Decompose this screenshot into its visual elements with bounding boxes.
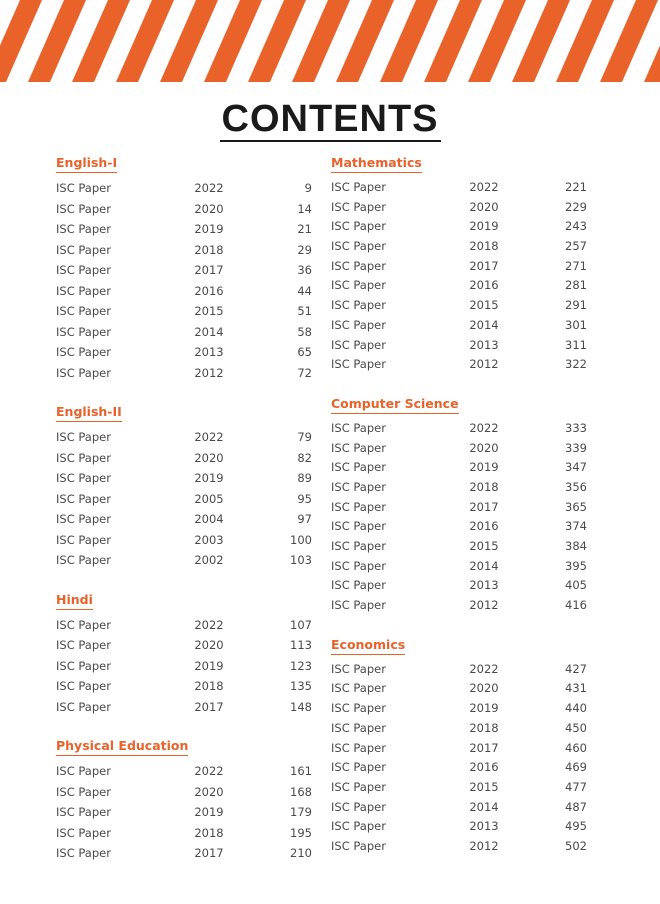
contents-row[interactable] xyxy=(56,782,312,803)
page-number: 221 xyxy=(565,180,587,194)
paper-label: ISC Paper xyxy=(56,699,111,714)
paper-label: ISC Paper xyxy=(331,558,386,573)
paper-year: 2019 xyxy=(194,805,224,819)
paper-label: ISC Paper xyxy=(331,298,386,313)
paper-label: ISC Paper xyxy=(56,617,111,632)
contents-row[interactable] xyxy=(331,739,587,759)
paper-label: ISC Paper xyxy=(331,661,386,676)
paper-label: ISC Paper xyxy=(331,598,386,613)
paper-label: ISC Paper xyxy=(331,317,386,332)
paper-label: ISC Paper xyxy=(331,479,386,494)
paper-label: ISC Paper xyxy=(56,201,111,216)
contents-row[interactable] xyxy=(331,178,587,198)
page-number: 243 xyxy=(565,219,587,234)
contents-row[interactable] xyxy=(56,530,312,551)
paper-year: 2018 xyxy=(469,720,499,735)
paper-label: ISC Paper xyxy=(331,357,386,372)
paper-label: ISC Paper xyxy=(56,263,111,277)
page-number: 257 xyxy=(565,239,587,254)
paper-label: ISC Paper xyxy=(56,679,111,693)
paper-year: 2005 xyxy=(194,491,224,506)
paper-label: ISC Paper xyxy=(56,450,111,465)
paper-label: ISC Paper xyxy=(56,304,111,318)
paper-year: 2019 xyxy=(469,701,499,716)
page-number: 356 xyxy=(565,479,587,494)
section-heading: English-II xyxy=(56,405,122,422)
paper-label: ISC Paper xyxy=(56,283,111,298)
contents-row[interactable] xyxy=(331,837,587,857)
page-number: 431 xyxy=(565,681,587,696)
paper-label: ISC Paper xyxy=(331,460,386,475)
section-heading: Physical Education xyxy=(56,739,188,756)
page-number: 29 xyxy=(297,242,312,257)
contents-row[interactable] xyxy=(56,802,312,823)
page-number: 384 xyxy=(565,539,587,553)
paper-label: ISC Paper xyxy=(331,720,386,735)
page-number: 113 xyxy=(290,638,312,652)
page-number: 440 xyxy=(565,701,587,716)
paper-year: 2019 xyxy=(194,658,224,673)
paper-year: 2022 xyxy=(469,420,499,435)
paper-year: 2013 xyxy=(469,819,499,834)
right-column xyxy=(331,152,587,857)
contents-row[interactable] xyxy=(56,322,312,343)
page-number: 322 xyxy=(565,357,587,372)
section-heading: Hindi xyxy=(56,593,93,610)
contents-row[interactable] xyxy=(56,301,312,322)
contents-row[interactable] xyxy=(331,257,587,277)
section-heading: Computer Science xyxy=(331,397,459,414)
diagonal-stripes-decoration xyxy=(0,0,660,82)
paper-label: ISC Paper xyxy=(56,324,111,339)
paper-year: 2017 xyxy=(194,263,224,277)
paper-year: 2022 xyxy=(194,617,224,632)
paper-label: ISC Paper xyxy=(331,799,386,814)
paper-label: ISC Paper xyxy=(331,499,386,514)
section-hindi xyxy=(56,589,312,718)
page-number: 339 xyxy=(565,440,587,455)
paper-label: ISC Paper xyxy=(331,819,386,834)
paper-label: ISC Paper xyxy=(56,471,111,485)
paper-year: 2022 xyxy=(194,430,224,444)
contents-row[interactable] xyxy=(56,342,312,363)
paper-year: 2003 xyxy=(194,532,224,547)
contents-row[interactable] xyxy=(56,656,312,677)
page-number: 36 xyxy=(297,263,312,277)
page-number: 333 xyxy=(565,420,587,435)
paper-label: ISC Paper xyxy=(56,658,111,673)
paper-label: ISC Paper xyxy=(331,701,386,716)
paper-label: ISC Paper xyxy=(331,219,386,234)
page-number: 487 xyxy=(565,799,587,814)
paper-year: 2020 xyxy=(194,784,224,799)
page-number: 450 xyxy=(565,720,587,735)
page-number: 427 xyxy=(565,661,587,676)
page-number: 148 xyxy=(290,699,312,714)
paper-year: 2016 xyxy=(469,760,499,775)
page-number: 502 xyxy=(565,838,587,853)
page-number: 97 xyxy=(297,512,312,526)
page-number: 58 xyxy=(297,324,312,339)
page-number: 395 xyxy=(565,558,587,573)
section-heading: Mathematics xyxy=(331,156,422,173)
contents-row[interactable] xyxy=(56,697,312,718)
paper-year: 2020 xyxy=(194,201,224,216)
page-number: 44 xyxy=(297,283,312,298)
contents-row[interactable] xyxy=(331,458,587,478)
contents-row[interactable] xyxy=(331,660,587,680)
contents-row[interactable] xyxy=(56,489,312,510)
paper-year: 2012 xyxy=(469,357,499,372)
title-wrap xyxy=(0,98,660,142)
contents-row[interactable] xyxy=(331,517,587,537)
paper-year: 2014 xyxy=(469,317,499,332)
page-number: 229 xyxy=(565,199,587,214)
paper-year: 2015 xyxy=(194,304,224,318)
contents-row[interactable] xyxy=(331,296,587,316)
page-number: 495 xyxy=(565,819,587,834)
paper-label: ISC Paper xyxy=(331,681,386,696)
page-number: 374 xyxy=(565,519,587,534)
contents-row[interactable] xyxy=(331,596,587,616)
paper-year: 2018 xyxy=(469,479,499,494)
paper-year: 2016 xyxy=(194,283,224,298)
paper-label: ISC Paper xyxy=(56,345,111,359)
paper-year: 2020 xyxy=(194,638,224,652)
page-number: 301 xyxy=(565,317,587,332)
page-number: 477 xyxy=(565,779,587,794)
page-number: 21 xyxy=(297,222,312,236)
page-number: 416 xyxy=(565,598,587,613)
paper-label: ISC Paper xyxy=(331,519,386,534)
page-number: 210 xyxy=(290,846,312,860)
paper-label: ISC Paper xyxy=(56,638,111,652)
paper-year: 2015 xyxy=(469,298,499,313)
page-number: 72 xyxy=(297,365,312,380)
section-economics xyxy=(331,634,587,857)
contents-row[interactable] xyxy=(331,419,587,439)
page-number: 14 xyxy=(297,201,312,216)
page-number: 79 xyxy=(297,430,312,444)
page-number: 179 xyxy=(290,805,312,819)
paper-year: 2012 xyxy=(469,838,499,853)
page-number: 168 xyxy=(290,784,312,799)
contents-row[interactable] xyxy=(331,198,587,218)
paper-label: ISC Paper xyxy=(331,180,386,194)
contents-row[interactable] xyxy=(56,363,312,384)
paper-label: ISC Paper xyxy=(331,578,386,593)
paper-label: ISC Paper xyxy=(331,239,386,254)
paper-year: 2018 xyxy=(469,239,499,254)
paper-year: 2019 xyxy=(469,460,499,475)
page-number: 82 xyxy=(297,450,312,465)
paper-year: 2014 xyxy=(469,799,499,814)
page-number: 135 xyxy=(290,679,312,693)
page-title: CONTENTS xyxy=(221,98,439,140)
page-number: 195 xyxy=(290,825,312,840)
paper-label: ISC Paper xyxy=(56,512,111,526)
section-heading: Economics xyxy=(331,638,405,655)
contents-row[interactable] xyxy=(331,758,587,778)
paper-year: 2004 xyxy=(194,512,224,526)
section-mathematics xyxy=(331,152,587,375)
contents-row[interactable] xyxy=(331,336,587,356)
paper-label: ISC Paper xyxy=(56,181,111,195)
paper-label: ISC Paper xyxy=(56,365,111,380)
paper-year: 2020 xyxy=(469,440,499,455)
paper-label: ISC Paper xyxy=(56,784,111,799)
section-heading: English-I xyxy=(56,156,117,173)
paper-label: ISC Paper xyxy=(56,222,111,236)
contents-row[interactable] xyxy=(331,498,587,518)
contents-row[interactable] xyxy=(331,355,587,375)
contents-row[interactable] xyxy=(331,217,587,237)
paper-label: ISC Paper xyxy=(331,440,386,455)
contents-row[interactable] xyxy=(56,219,312,240)
paper-year: 2014 xyxy=(194,324,224,339)
paper-year: 2015 xyxy=(469,779,499,794)
paper-label: ISC Paper xyxy=(56,825,111,840)
contents-row[interactable] xyxy=(331,557,587,577)
paper-year: 2012 xyxy=(469,598,499,613)
paper-label: ISC Paper xyxy=(331,539,386,553)
contents-row[interactable] xyxy=(331,699,587,719)
contents-row[interactable] xyxy=(56,550,312,571)
contents-row[interactable] xyxy=(56,615,312,636)
paper-label: ISC Paper xyxy=(56,242,111,257)
striped-banner xyxy=(0,0,660,82)
paper-year: 2017 xyxy=(469,499,499,514)
page-number: 347 xyxy=(565,460,587,475)
paper-year: 2002 xyxy=(194,553,224,567)
page-number: 107 xyxy=(290,617,312,632)
paper-year: 2018 xyxy=(194,825,224,840)
left-column xyxy=(56,152,312,864)
page-number: 460 xyxy=(565,740,587,755)
page-number: 271 xyxy=(565,258,587,273)
contents-row[interactable] xyxy=(56,199,312,220)
paper-label: ISC Paper xyxy=(331,740,386,755)
paper-year: 2022 xyxy=(469,661,499,676)
paper-label: ISC Paper xyxy=(56,846,111,860)
contents-row[interactable] xyxy=(56,761,312,782)
paper-year: 2020 xyxy=(469,681,499,696)
paper-year: 2017 xyxy=(194,846,224,860)
contents-row[interactable] xyxy=(331,778,587,798)
section-english-i xyxy=(56,152,312,383)
contents-row[interactable] xyxy=(56,823,312,844)
paper-label: ISC Paper xyxy=(331,337,386,352)
paper-label: ISC Paper xyxy=(56,805,111,819)
paper-year: 2016 xyxy=(469,278,499,293)
paper-year: 2015 xyxy=(469,539,499,553)
paper-label: ISC Paper xyxy=(331,258,386,273)
paper-year: 2013 xyxy=(469,337,499,352)
page-number: 9 xyxy=(304,181,312,195)
paper-year: 2017 xyxy=(469,740,499,755)
contents-row[interactable] xyxy=(331,798,587,818)
paper-year: 2022 xyxy=(194,181,224,195)
paper-label: ISC Paper xyxy=(56,491,111,506)
paper-year: 2022 xyxy=(469,180,499,194)
page-number: 65 xyxy=(297,345,312,359)
contents-row[interactable] xyxy=(56,635,312,656)
paper-label: ISC Paper xyxy=(331,420,386,435)
contents-row[interactable] xyxy=(56,240,312,261)
contents-row[interactable] xyxy=(56,260,312,281)
paper-year: 2012 xyxy=(194,365,224,380)
paper-label: ISC Paper xyxy=(56,553,111,567)
page-number: 291 xyxy=(565,298,587,313)
paper-label: ISC Paper xyxy=(56,430,111,444)
paper-label: ISC Paper xyxy=(331,199,386,214)
paper-year: 2017 xyxy=(469,258,499,273)
contents-row[interactable] xyxy=(331,276,587,296)
contents-row[interactable] xyxy=(331,679,587,699)
paper-year: 2013 xyxy=(469,578,499,593)
paper-label: ISC Paper xyxy=(56,532,111,547)
paper-year: 2020 xyxy=(469,199,499,214)
contents-row[interactable] xyxy=(331,237,587,257)
page-number: 123 xyxy=(290,658,312,673)
contents-row[interactable] xyxy=(56,448,312,469)
contents-row[interactable] xyxy=(331,478,587,498)
page-number: 405 xyxy=(565,578,587,593)
paper-label: ISC Paper xyxy=(331,760,386,775)
contents-row[interactable] xyxy=(331,719,587,739)
paper-label: ISC Paper xyxy=(56,764,111,778)
paper-label: ISC Paper xyxy=(331,278,386,293)
paper-year: 2019 xyxy=(469,219,499,234)
contents-row[interactable] xyxy=(56,843,312,864)
contents-row[interactable] xyxy=(56,427,312,448)
paper-year: 2019 xyxy=(194,471,224,485)
contents-row[interactable] xyxy=(331,537,587,557)
paper-year: 2016 xyxy=(469,519,499,534)
contents-row[interactable] xyxy=(331,439,587,459)
contents-row[interactable] xyxy=(56,509,312,530)
paper-year: 2013 xyxy=(194,345,224,359)
page-number: 161 xyxy=(290,764,312,778)
section-physical-education xyxy=(56,735,312,864)
paper-year: 2014 xyxy=(469,558,499,573)
contents-row[interactable] xyxy=(331,576,587,596)
paper-year: 2017 xyxy=(194,699,224,714)
paper-year: 2018 xyxy=(194,679,224,693)
section-english-ii xyxy=(56,401,312,571)
page-number: 281 xyxy=(565,278,587,293)
page-number: 469 xyxy=(565,760,587,775)
page-number: 311 xyxy=(565,337,587,352)
contents-row[interactable] xyxy=(331,316,587,336)
paper-label: ISC Paper xyxy=(331,779,386,794)
paper-label: ISC Paper xyxy=(331,838,386,853)
section-computer-science xyxy=(331,393,587,616)
page-number: 95 xyxy=(297,491,312,506)
contents-row[interactable] xyxy=(56,676,312,697)
paper-year: 2020 xyxy=(194,450,224,465)
contents-row[interactable] xyxy=(56,281,312,302)
contents-row[interactable] xyxy=(331,817,587,837)
page-number: 100 xyxy=(290,532,312,547)
contents-row[interactable] xyxy=(56,178,312,199)
contents-row[interactable] xyxy=(56,468,312,489)
page-number: 365 xyxy=(565,499,587,514)
paper-year: 2018 xyxy=(194,242,224,257)
paper-year: 2022 xyxy=(194,764,224,778)
paper-year: 2019 xyxy=(194,222,224,236)
page-number: 103 xyxy=(290,553,312,567)
page-number: 89 xyxy=(297,471,312,485)
page-number: 51 xyxy=(297,304,312,318)
